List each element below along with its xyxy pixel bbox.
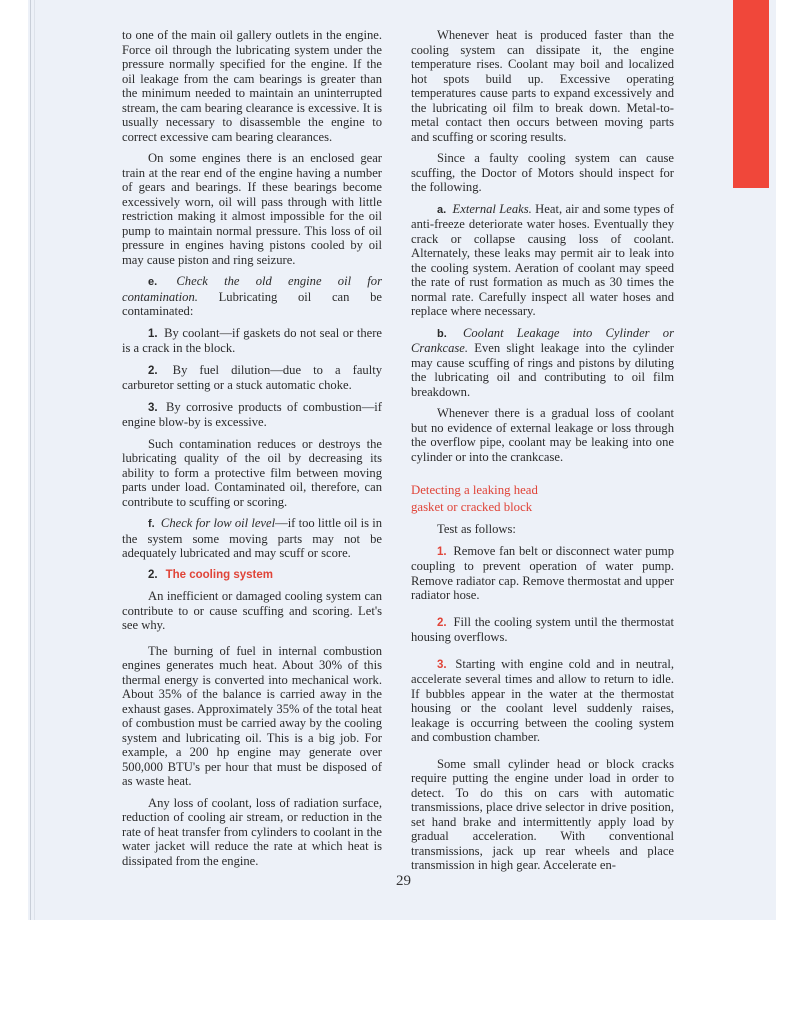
- subsection-heading-line: gasket or cracked block: [411, 500, 533, 514]
- paragraph: Some small cylinder head or block cracks require putting the engine under load in order to detect. To do this on cars with automatic transmissions, place drive selector in drive position, set hand brake and intermittently apply load by gradual acceleration. With conventional transmissions, jack up rear wheels and place transmission in high gear. Accelerate en-: [411, 756, 674, 872]
- list-number: 2.: [148, 364, 158, 377]
- step-text: Starting with engine cold and in neutral, accelerate several times and allow to return to idle. If bubbles appear in the water at the thermostat housing or the coolant level suddenly raises, leakage is occurring between the cooling system and combustion chamber.: [411, 656, 674, 744]
- step-number: 2.: [437, 616, 447, 629]
- subsection-heading-line: Detecting a leaking head: [411, 483, 538, 497]
- paragraph: Since a faulty cooling system can cause scuffing, the Doctor of Motors should inspect for the following.: [411, 151, 674, 194]
- item-letter: e.: [148, 276, 158, 288]
- list-text: By corrosive products of combustion—if engine blow-by is excessive.: [122, 399, 382, 429]
- right-column: [411, 28, 674, 880]
- item-letter: a.: [437, 203, 447, 216]
- section-title: The cooling system: [165, 568, 273, 581]
- step-number: 3.: [437, 658, 447, 671]
- list-item: [122, 400, 382, 430]
- subsection-heading: [411, 482, 674, 516]
- page-edge-line: [30, 0, 31, 920]
- item-e: [122, 274, 382, 319]
- item-title: Check for low oil level: [160, 516, 276, 530]
- list-item: [122, 363, 382, 393]
- paragraph: On some engines there is an enclosed gear train at the rear end of the engine having a number of gears and bearings. If these bearings become excessively worn, oil will pass through with little restriction making it almost impossible for the oil pump to maintain normal pressure. This loss of oil pressure in engines having pistons cooled by oil may cause piston and ring seizure.: [122, 151, 382, 267]
- step-item: [411, 657, 674, 745]
- paragraph: An inefficient or damaged cooling system can contribute to or cause scuffing and scoring. Let's see why.: [122, 589, 382, 632]
- page-number: 29: [396, 873, 411, 889]
- left-column: [122, 28, 382, 875]
- item-title: Check the old engine oil for contamination.: [122, 274, 382, 304]
- item-title: Coolant Leakage into Cylinder or Crankcase.: [411, 325, 674, 355]
- step-number: 1.: [437, 545, 447, 558]
- list-number: 1.: [148, 327, 158, 340]
- paragraph: The burning of fuel in internal combustion engines generates much heat. About 30% of this thermal energy is converted into mechanical work. About 35% of the balance is carried away in the exhaust gases. Approximately 35% of the total heat of combustion must be carried away by the cooling system and lubricating oil. This is a big job. For example, a 200 hp engine may generate over 500,000 BTU's per hour that must be disposed of as waste heat.: [122, 643, 382, 788]
- item-f: [122, 516, 382, 561]
- paragraph: Such contamination reduces or destroys the lubricating quality of the oil by decreasing its ability to form a protective film between moving parts under load. Contaminated oil, therefore, can contribute to scuffing or scoring.: [122, 436, 382, 509]
- item-letter: f.: [148, 518, 155, 530]
- step-text: Fill the cooling system until the thermostat housing overflows.: [411, 614, 674, 644]
- paragraph: Whenever heat is produced faster than the cooling system can dissipate it, the engine temperature rises. Coolant may boil and localized hot spots build up. Excessive operating temperatures cause parts to expand excessively and the lubricating oil film to break down. Metal-to-metal contact then occurs between moving parts and scuffing or scoring results.: [411, 28, 674, 144]
- item-b: [411, 326, 674, 400]
- paragraph: Whenever there is a gradual loss of coolant but no evidence of external leakage or loss through the overflow pipe, coolant may be leaking into one cylinder or into the crankcase.: [411, 406, 674, 464]
- list-text: By fuel dilution—due to a faulty carburetor setting or a stuck automatic choke.: [122, 362, 382, 392]
- item-title: External Leaks.: [452, 201, 532, 216]
- section-number: 2.: [148, 568, 158, 581]
- step-text: Remove fan belt or disconnect water pump coupling to prevent operation of water pump. Remove radiator cap. Remove thermostat and upper radiator hose.: [411, 543, 674, 602]
- paragraph: to one of the main oil gallery outlets in the engine. Force oil through the lubricating system under the pressure normally specified for the engine. If the oil leakage from the cam bearings is greater than the minimum needed to maintain an uninterrupted stream, the cam bearing clearance is excessive. It is usually necessary to disassemble the engine to correct excessive cam bearing clearances.: [122, 28, 382, 144]
- step-item: [411, 544, 674, 603]
- red-section-tab: [733, 0, 769, 188]
- paragraph: Any loss of coolant, loss of radiation surface, reduction of cooling air stream, or reduction in the rate of heat transfer from cylinders to coolant in the water jacket will reduce the rate at which heat is dissipated from the engine.: [122, 795, 382, 868]
- list-item: [122, 326, 382, 356]
- step-item: [411, 615, 674, 645]
- item-text: Heat, air and some types of anti-freeze deteriorate water hoses. Eventually they crack or collapse causing loss of coolant. Alternately, these leaks may permit air to leak into the cooling system. Aeration of coolant may speed the rate of rust formation as much as 30 times the normal rate. Carefully inspect all water hoses and replace where necessary.: [411, 201, 674, 318]
- item-letter: b.: [437, 327, 447, 340]
- item-text: —if too little oil is in the system some moving parts may not be adequately lubricated and may scuff or score.: [122, 516, 382, 560]
- list-text: By coolant—if gaskets do not seal or there is a crack in the block.: [122, 325, 382, 355]
- test-intro: Test as follows:: [437, 522, 516, 536]
- section-heading: [122, 568, 382, 583]
- item-text: Even slight leakage into the cylinder may cause scuffing of rings and pistons by diluting the lubricating oil and contributing to oil film breakdown.: [411, 341, 674, 399]
- item-a: [411, 202, 674, 319]
- page-edge-line-inner: [34, 0, 35, 920]
- item-text: Lubricating oil can be contaminated:: [122, 289, 382, 318]
- list-number: 3.: [148, 401, 158, 414]
